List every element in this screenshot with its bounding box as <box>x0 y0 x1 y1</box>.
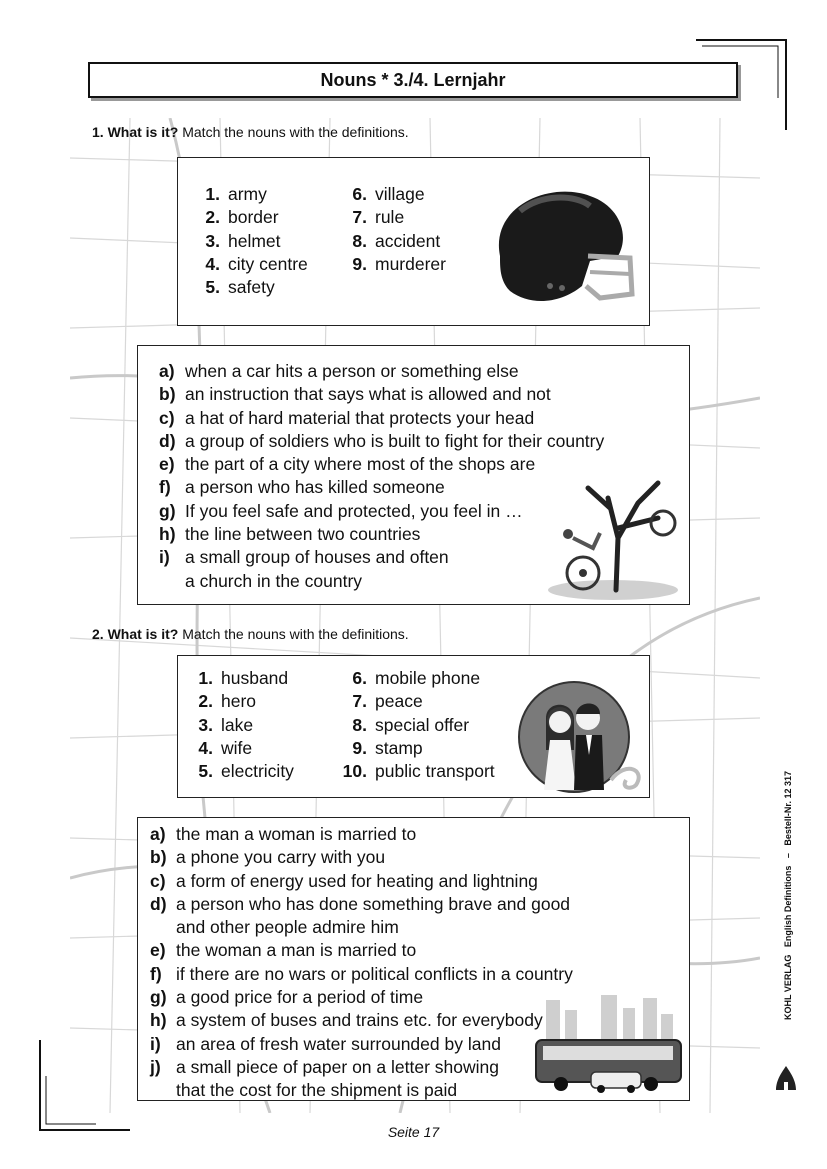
task-1-instruction <box>92 124 409 140</box>
definition-continuation: that the cost for the shipment is paid <box>176 1080 458 1101</box>
page-number: Seite 17 <box>387 1124 440 1140</box>
nouns-column-2 <box>340 667 495 783</box>
page-title: Nouns * 3./4. Lernjahr <box>88 62 738 98</box>
definition-item: a) the man a woman is married to <box>150 824 417 844</box>
definition-item: i) a small group of houses and often <box>159 547 449 568</box>
separator: – <box>783 853 793 859</box>
noun-item: 8. special offer <box>352 714 470 735</box>
definition-item: c) a hat of hard material that protects your head <box>159 407 535 428</box>
noun-item: 6. mobile phone <box>352 668 481 688</box>
noun-item: 4. city centre <box>205 253 308 274</box>
noun-item: 3. lake <box>198 714 254 735</box>
definition-item: e) the part of a city where most of the shops are <box>159 454 536 475</box>
definition-item: e) the woman a man is married to <box>150 940 417 961</box>
noun-item: 8. accident <box>352 230 441 251</box>
noun-item: 10. public transport <box>342 761 495 782</box>
definition-continuation: and other people admire him <box>176 917 399 938</box>
definition-item: i) an area of fresh water surrounded by land <box>150 1033 501 1054</box>
noun-item: 4. wife <box>198 737 253 758</box>
definition-item: f) a person who has killed someone <box>159 477 445 498</box>
definition-continuation: a church in the country <box>185 570 363 591</box>
definition-item: b) an instruction that says what is allowed and not <box>159 384 551 405</box>
nouns-box-1 <box>177 157 650 326</box>
order-number: Bestell-Nr. 12 317 <box>783 771 793 846</box>
definition-item: a) when a car hits a person or something else <box>159 361 519 381</box>
nouns-column-1 <box>193 667 294 783</box>
noun-item: 5. electricity <box>198 761 294 782</box>
publisher-name: KOHL VERLAG <box>783 954 793 1020</box>
task-1-text: Match the nouns with the definitions. <box>178 124 409 140</box>
noun-item: 3. helmet <box>205 230 281 251</box>
publisher-logo-icon <box>772 1062 800 1092</box>
definitions-box-2 <box>137 817 690 1101</box>
task-2-text: Match the nouns with the definitions. <box>178 626 409 642</box>
noun-item: 1. husband <box>198 668 289 688</box>
nouns-column-2 <box>347 183 446 276</box>
definition-item: h) the line between two countries <box>159 524 421 545</box>
cyclist-crash-tree-picture <box>538 478 688 602</box>
task-1-label: 1. What is it? <box>92 124 179 140</box>
task-2-label: 2. What is it? <box>92 626 179 642</box>
definition-item: f) if there are no wars or political conflicts in a country <box>150 963 573 984</box>
noun-item: 2. border <box>205 207 279 228</box>
definition-item: g) a good price for a period of time <box>150 987 424 1008</box>
nouns-column-1 <box>200 183 308 299</box>
noun-item: 9. murderer <box>352 253 446 274</box>
noun-item: 5. safety <box>205 277 275 298</box>
definition-item: c) a form of energy used for heating and lightning <box>150 870 538 891</box>
football-helmet-picture <box>490 186 638 308</box>
noun-item: 6. village <box>352 184 425 204</box>
product-name: English Definitions <box>783 865 793 948</box>
nouns-box-2 <box>177 655 650 798</box>
bus-city-picture <box>531 990 689 1098</box>
wedding-couple-picture <box>516 680 646 796</box>
definitions-box-1 <box>137 345 690 605</box>
definition-item: j) a small piece of paper on a letter showing <box>150 1056 499 1077</box>
noun-item: 7. peace <box>352 691 423 712</box>
noun-item: 7. rule <box>352 207 405 228</box>
definition-item: g) If you feel safe and protected, you feel in … <box>159 500 523 521</box>
noun-item: 9. stamp <box>352 737 423 758</box>
noun-item: 2. hero <box>198 691 257 712</box>
definition-item: d) a group of soldiers who is built to fight for their country <box>159 430 605 451</box>
definitions-list-2 <box>150 823 573 1103</box>
corner-bottom-left-decoration <box>36 1036 134 1134</box>
definition-item: h) a system of buses and trains etc. for everybody <box>150 1010 543 1031</box>
definition-item: b) a phone you carry with you <box>150 847 386 868</box>
side-publisher-text <box>783 771 803 1020</box>
task-2-instruction <box>92 626 409 642</box>
noun-item: 1. army <box>205 184 267 204</box>
definition-item: d) a person who has done something brave and good <box>150 893 571 914</box>
